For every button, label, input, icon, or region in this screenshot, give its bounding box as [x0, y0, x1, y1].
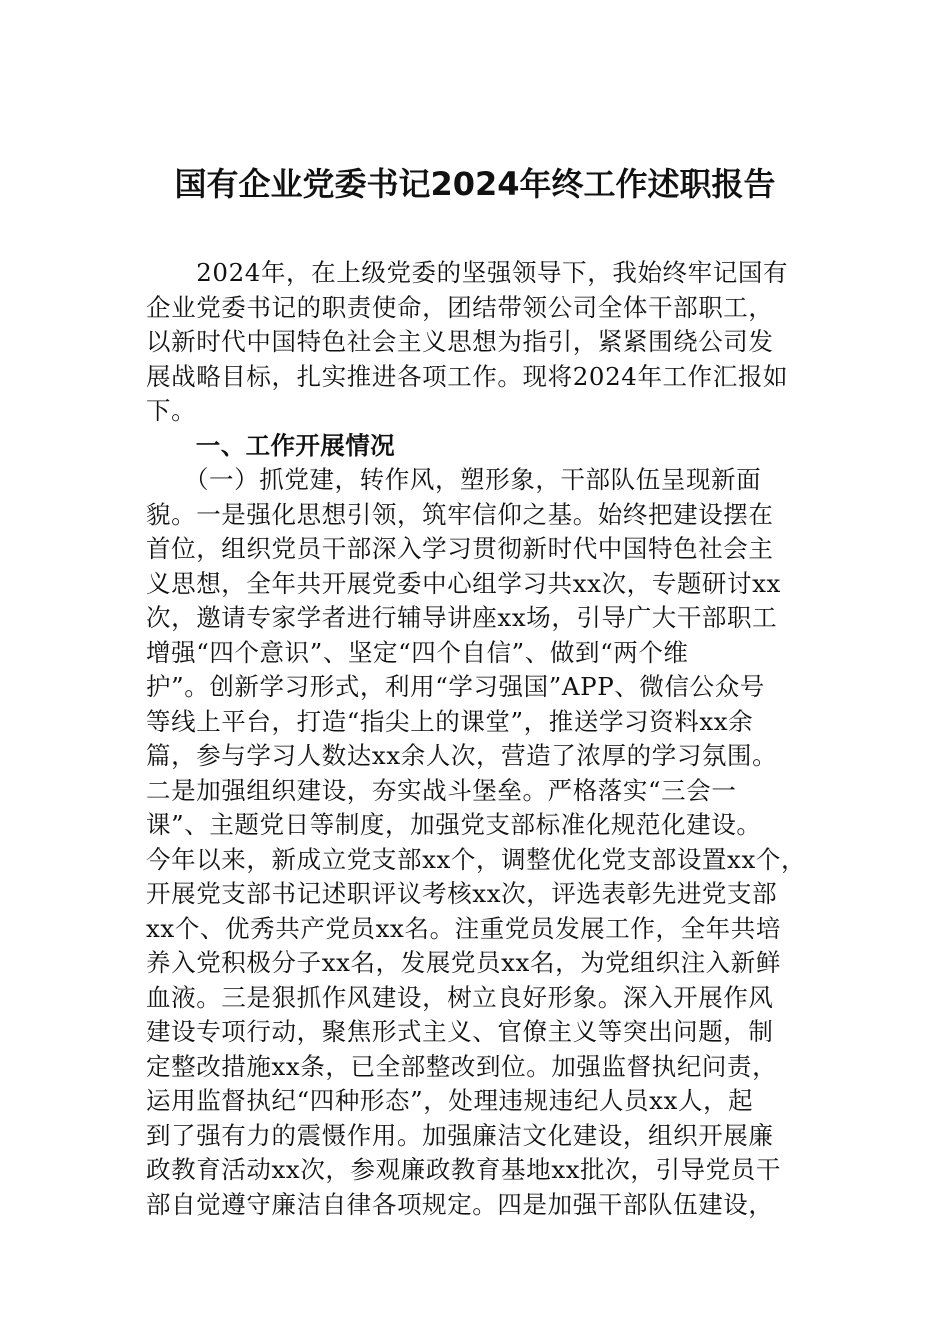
- body-line: 血液。三是狠抓作风建设，树立良好形象。深入开展作风: [146, 982, 774, 1012]
- body-line: 课”、主题党日等制度，加强党支部标准化规范化建设。: [146, 810, 762, 839]
- body-line: 开展党支部书记述职评议考核xx次，评选表彰先进党支部: [146, 879, 778, 908]
- body-line: 2024年，在上级党委的坚强领导下，我始终牢记国有: [146, 258, 789, 287]
- body-line: 养入党积极分子xx名，发展党员xx名，为党组织注入新鲜: [146, 948, 781, 977]
- body-line: 增强“四个意识”、坚定“四个自信”、做到“两个维: [146, 637, 689, 667]
- body-line: （一）抓党建，转作风，塑形象，干部队伍呈现新面: [146, 465, 762, 494]
- body-line: 部自觉遵守廉洁自律各项规定。四是加强干部队伍建设，: [146, 1189, 774, 1219]
- body-line: 到了强有力的震慑作用。加强廉洁文化建设，组织开展廉: [146, 1120, 774, 1150]
- body-line: 今年以来，新成立党支部xx个，调整优化党支部设置xx个，: [146, 844, 807, 874]
- document-title: 国有企业党委书记2024年终工作述职报告: [174, 165, 776, 203]
- body-line: xx个、优秀共产党员xx名。注重党员发展工作，全年共培: [146, 913, 781, 943]
- body-line: 展战略目标，扎实推进各项工作。现将2024年工作汇报如: [146, 361, 789, 391]
- section-heading: 一、工作开展情况: [146, 430, 395, 460]
- document-body: [146, 256, 808, 1222]
- body-line: 次，邀请专家学者进行辅导讲座xx场，引导广大干部职工: [146, 603, 778, 632]
- body-line: 篇，参与学习人数达xx余人次，营造了浓厚的学习氛围。: [146, 741, 778, 770]
- body-line: 建设专项行动，聚焦形式主义、官僚主义等突出问题，制: [146, 1017, 774, 1046]
- body-line: 政教育活动xx次，参观廉政教育基地xx批次，引导党员干: [146, 1155, 781, 1184]
- body-line: 企业党委书记的职责使命，团结带领公司全体干部职工，: [146, 292, 774, 322]
- body-line: 运用监督执纪“四种形态”，处理违规违纪人员xx人，起: [146, 1086, 754, 1115]
- body-line: 以新时代中国特色社会主义思想为指引，紧紧围绕公司发: [146, 327, 774, 356]
- body-line: 二是加强组织建设，夯实战斗堡垒。严格落实“三会一: [146, 775, 737, 805]
- body-line: 定整改措施xx条，已全部整改到位。加强监督执纪问责，: [146, 1051, 778, 1081]
- body-line: 等线上平台，打造“指尖上的课堂”，推送学习资料xx余: [146, 706, 754, 736]
- body-line: 护”。创新学习形式，利用“学习强国”APP、微信公众号: [146, 672, 765, 701]
- body-line: 貌。一是强化思想引领，筑牢信仰之基。始终把建设摆在: [146, 499, 774, 529]
- body-line: 下。: [146, 396, 197, 425]
- body-line: 义思想，全年共开展党委中心组学习共xx次，专题研讨xx: [146, 568, 781, 598]
- body-line: 首位，组织党员干部深入学习贯彻新时代中国特色社会主: [146, 534, 774, 563]
